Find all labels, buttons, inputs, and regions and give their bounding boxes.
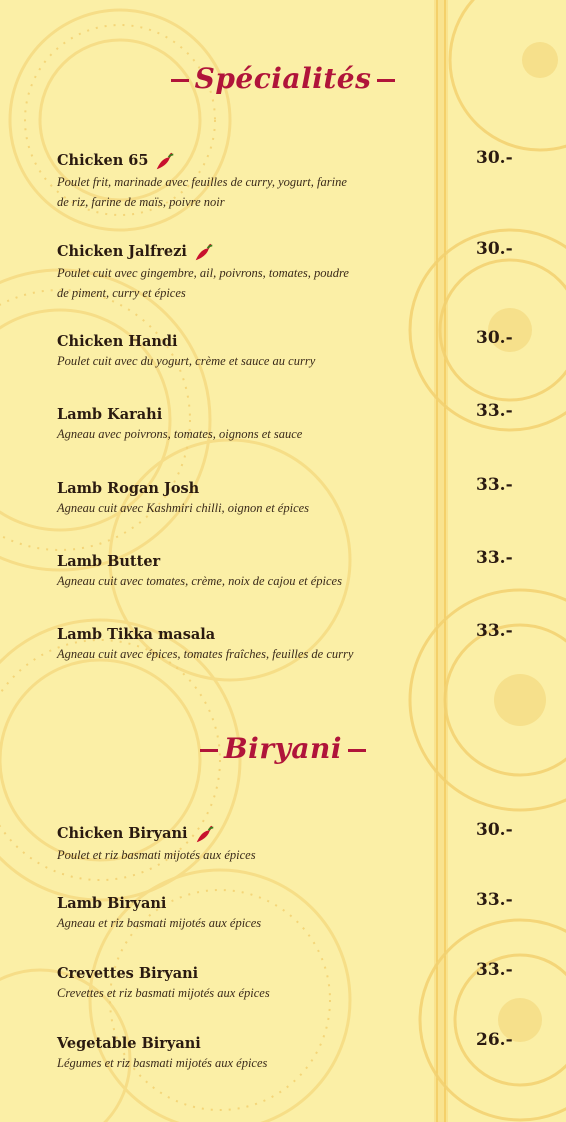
menu-item-name: Lamb Karahi [57, 406, 163, 423]
menu-item [57, 241, 537, 303]
menu-item-price: 33.- [476, 890, 513, 910]
title-dash [200, 749, 218, 752]
menu-item [57, 480, 537, 518]
menu-item-name: Chicken 65 [57, 152, 149, 169]
menu-item-description: Agneau et riz basmati mijotés aux épices [57, 916, 262, 930]
title-dash [171, 79, 189, 82]
menu-item [57, 895, 537, 933]
menu-item-price: 33.- [476, 475, 513, 495]
menu-item-description: Agneau cuit avec tomates, crème, noix de cajou et épices [57, 574, 342, 588]
menu-item-name-row [57, 895, 537, 913]
menu-item-description: Poulet et riz basmati mijotés aux épices [57, 848, 256, 862]
menu-item-price: 33.- [476, 960, 513, 980]
menu-item-price: 30.- [476, 328, 513, 348]
menu-item-price: 33.- [476, 621, 513, 641]
menu-item-name: Crevettes Biryani [57, 965, 199, 982]
menu-item-name-row [57, 626, 537, 644]
menu-item [57, 965, 537, 1003]
menu-item-price: 33.- [476, 548, 513, 568]
menu-item [57, 1035, 537, 1073]
menu-item-price: 26.- [476, 1030, 513, 1050]
section-title-text: Biryani [224, 732, 342, 765]
menu-item [57, 553, 537, 591]
menu-item-name: Lamb Rogan Josh [57, 480, 200, 497]
menu-item-name: Vegetable Biryani [57, 1035, 201, 1052]
menu-item-description: Poulet frit, marinade avec feuilles de curry, yogurt, farine de riz, farine de maïs, poivre noir [57, 175, 347, 209]
menu-item-description: Légumes et riz basmati mijotés aux épices [57, 1056, 268, 1070]
menu-item-name: Lamb Tikka masala [57, 626, 216, 643]
menu-item-name-row [57, 823, 537, 845]
menu-item-description: Agneau cuit avec épices, tomates fraîches, feuilles de curry [57, 647, 354, 661]
menu-item-name-row [57, 965, 537, 983]
menu-item-description: Agneau avec poivrons, tomates, oignons et sauce [57, 427, 303, 441]
menu-item-name-row [57, 1035, 537, 1053]
menu-item-name-row [57, 553, 537, 571]
menu-item-description: Poulet cuit avec du yogurt, crème et sauce au curry [57, 354, 316, 368]
menu-item-name: Lamb Biryani [57, 895, 167, 912]
section-title-text: Spécialités [194, 62, 372, 95]
chili-pepper-icon [154, 150, 176, 172]
menu-item-name: Lamb Butter [57, 553, 161, 570]
menu-item-price: 33.- [476, 401, 513, 421]
section-title-biryani [0, 732, 566, 765]
title-dash [377, 79, 395, 82]
menu-item-description: Crevettes et riz basmati mijotés aux épices [57, 986, 270, 1000]
menu-item-name-row [57, 480, 537, 498]
chili-pepper-icon [194, 823, 216, 845]
menu-item-name: Chicken Biryani [57, 825, 188, 842]
section-title-specialites [0, 62, 566, 95]
menu-item [57, 626, 537, 664]
menu-item [57, 150, 537, 212]
menu-item-name: Chicken Handi [57, 333, 178, 350]
menu-item-name-row [57, 150, 537, 172]
menu-item-price: 30.- [476, 239, 513, 259]
menu-item-name-row [57, 333, 537, 351]
menu-item-description: Poulet cuit avec gingembre, ail, poivrons, tomates, poudre de piment, curry et épices [57, 266, 349, 300]
menu-item [57, 406, 537, 444]
menu-item [57, 823, 537, 865]
menu-item-name: Chicken Jalfrezi [57, 243, 187, 260]
menu-item-price: 30.- [476, 148, 513, 168]
chili-pepper-icon [193, 241, 215, 263]
menu-item-description: Agneau cuit avec Kashmiri chilli, oignon et épices [57, 501, 310, 515]
menu-item-price: 30.- [476, 820, 513, 840]
menu-item-name-row [57, 241, 537, 263]
title-dash [348, 749, 366, 752]
menu-item [57, 333, 537, 371]
menu-item-name-row [57, 406, 537, 424]
